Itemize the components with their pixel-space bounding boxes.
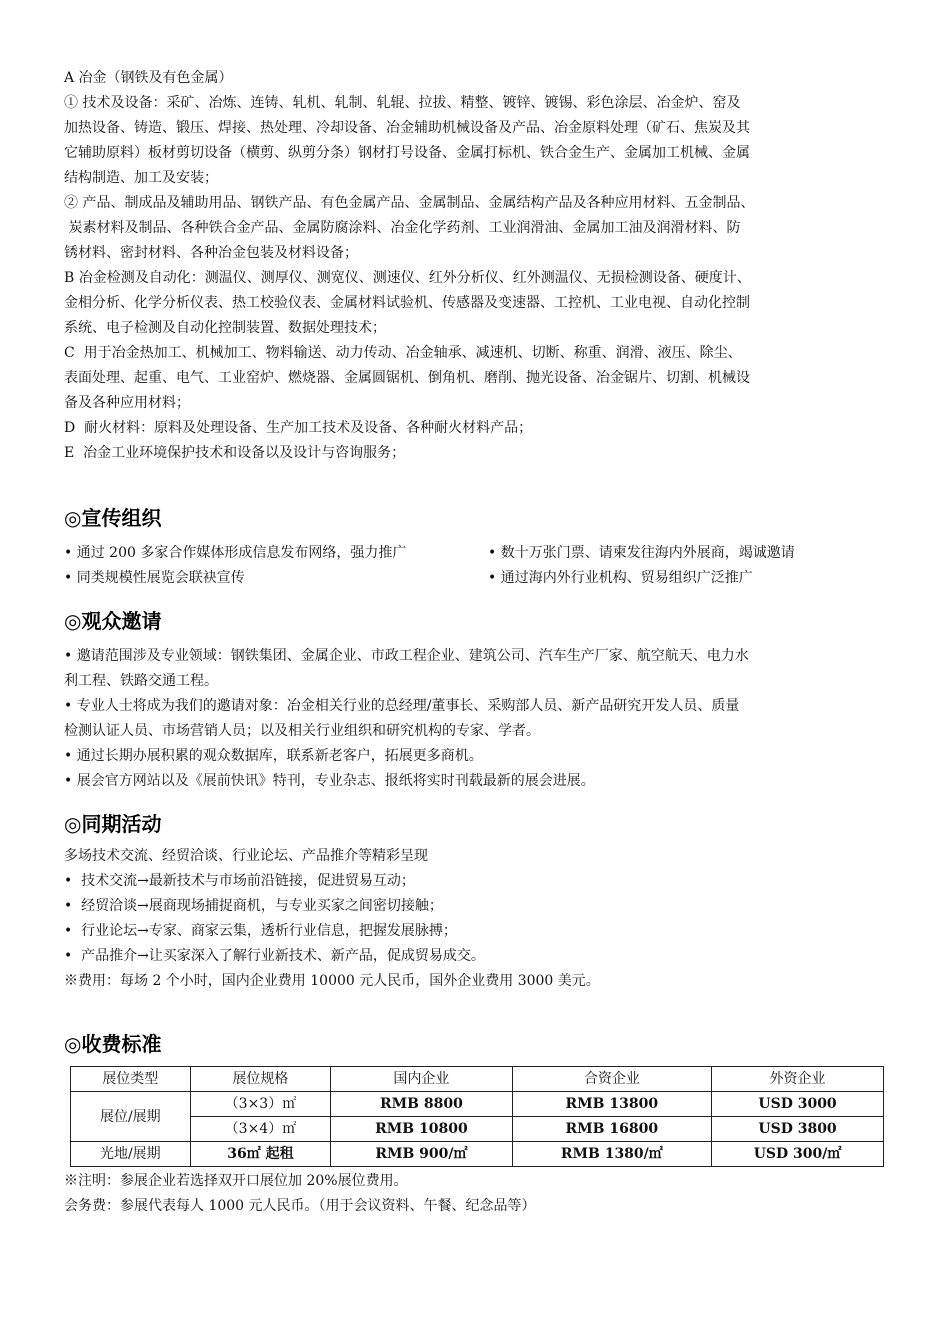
list-item: • 通过长期办展积累的观众数据库，联系新老客户，拓展更多商机。 [64,748,483,764]
scope-line: 系统、电子检测及自动化控制装置、数据处理技术； [64,320,386,336]
header-cell: 国内企业 [331,1067,512,1092]
fees-section [64,1030,890,1219]
table-cell: USD 3000 [712,1092,884,1117]
section-title: ◎同期活动 [64,812,162,836]
header-cell: 合资企业 [512,1067,712,1092]
list-item: • 展会官方网站以及《展前快讯》特刊，专业杂志、报纸将实时刊载最新的展会进展。 [64,773,595,789]
table-note: ※注明：参展企业若选择双开口展位加 20%展位费用。 [64,1173,408,1189]
list-item: 利工程、铁路交通工程。 [64,673,218,689]
list-item: • 专业人士将成为我们的邀请对象：冶金相关行业的总经理/董事长、采购部人员、新产品研究开发人员、质量 [64,698,740,714]
events-section [64,810,890,994]
fee-note: ※费用：每场 2 个小时，国内企业费用 10000 元人民币，国外企业费用 3000 美元。 [64,973,600,989]
table-cell: USD 3800 [712,1117,884,1142]
table-row [71,1092,884,1117]
list-item: • 通过海内外行业机构、贸易组织广泛推广 [488,570,753,586]
section-title: ◎收费标准 [64,1032,162,1056]
scope-line: D 耐火材料：原料及处理设备、生产加工技术及设备、各种耐火材料产品； [64,420,533,436]
table-cell: USD 300/㎡ [712,1142,884,1167]
section-title: ◎宣传组织 [64,506,162,530]
scope-line: 炭素材料及制品、各种铁合金产品、金属防腐涂料、冶金化学药剂、工业润滑油、金属加工油及润滑材料、防 [64,220,741,236]
table-row [71,1117,884,1142]
table-cell: 展位/展期 [71,1092,191,1142]
table-cell: RMB 16800 [512,1117,712,1142]
scope-line: 表面处理、起重、电气、工业窑炉、燃烧器、金属圆锯机、倒角机、磨削、抛光设备、冶金锯片、切割、机械设 [64,370,750,386]
table-cell: 36㎡ 起租 [190,1142,331,1167]
scope-line: C 用于冶金热加工、机械加工、物料输送、动力传动、冶金轴承、减速机、切断、称重、润滑、液压、除尘、 [64,345,742,361]
table-cell: RMB 10800 [331,1117,512,1142]
header-cell: 外资企业 [712,1067,884,1092]
list-item: • 经贸洽谈→展商现场捕捉商机，与专业买家之间密切接触； [64,898,443,914]
header-cell: 展位规格 [190,1067,331,1092]
scope-line: 锈材料、密封材料、各种冶金包装及材料设备； [64,245,358,261]
scope-line: E 冶金工业环境保护技术和设备以及设计与咨询服务； [64,445,406,461]
scope-line: 结构制造、加工及安装； [64,170,218,186]
list-item: 多场技术交流、经贸洽谈、行业论坛、产品推介等精彩呈现 [64,848,428,864]
list-item: • 通过 200 多家合作媒体形成信息发布网络，强力推广 [64,545,407,561]
scope-line: 加热设备、铸造、锻压、焊接、热处理、冷却设备、冶金辅助机械设备及产品、冶金原料处理（矿石、焦炭及其 [64,120,750,136]
section-title: ◎观众邀请 [64,609,162,633]
table-cell: RMB 13800 [512,1092,712,1117]
table-header-row [71,1067,884,1092]
promo-section [64,504,890,591]
table-cell: RMB 1380/㎡ [512,1142,712,1167]
table-cell: RMB 8800 [331,1092,512,1117]
fee-table [70,1066,884,1167]
list-item: • 同类规模性展览会联袂宣传 [64,570,245,586]
scope-line: A 冶金（钢铁及有色金属） [64,70,233,86]
promo-left-list [64,541,466,591]
table-cell: 光地/展期 [71,1142,191,1167]
document-page [64,66,890,1219]
list-item: • 邀请范围涉及专业领域：钢铁集团、金属企业、市政工程企业、建筑公司、汽车生产厂家、航空航天、电力水 [64,648,749,664]
scope-line: ② 产品、制成品及辅助用品、钢铁产品、有色金属产品、金属制品、金属结构产品及各种应用材料、五金制品、 [64,195,755,211]
table-cell: （3×4）㎡ [190,1117,331,1142]
list-item: • 数十万张门票、请柬发往海内外展商，竭诚邀请 [488,545,795,561]
audience-section [64,607,890,794]
scope-line: B 冶金检测及自动化：测温仪、测厚仪、测宽仪、测速仪、红外分析仪、红外测温仪、无损检测设备、硬度计、 [64,270,751,286]
list-item: • 技术交流→最新技术与市场前沿链接，促进贸易互动； [64,873,415,889]
scope-line: 它辅助原料）板材剪切设备（横剪、纵剪分条）钢材打号设备、金属打标机、铁合金生产、金属加工机械、金属 [64,145,750,161]
list-item: • 产品推介→让买家深入了解行业新技术、新产品，促成贸易成交。 [64,948,485,964]
scope-line: ① 技术及设备：采矿、冶炼、连铸、轧机、轧制、轧辊、拉拔、精整、镀锌、镀锡、彩色涂层、冶金炉、窑及 [64,95,741,111]
promo-right-list [466,541,890,591]
table-note: 会务费：参展代表每人 1000 元人民币。（用于会议资料、午餐、纪念品等） [64,1198,536,1214]
scope-line: 备及各种应用材料； [64,395,190,411]
table-cell: RMB 900/㎡ [331,1142,512,1167]
list-item: • 行业论坛→专家、商家云集，透析行业信息，把握发展脉搏； [64,923,457,939]
table-cell: （3×3）㎡ [190,1092,331,1117]
list-item: 检测认证人员、市场营销人员；以及相关行业组织和研究机构的专家、学者。 [64,723,540,739]
exhibit-scope [64,66,890,466]
table-row [71,1142,884,1167]
header-cell: 展位类型 [71,1067,191,1092]
scope-line: 金相分析、化学分析仪表、热工校验仪表、金属材料试验机、传感器及变速器、工控机、工业电视、自动化控制 [64,295,750,311]
